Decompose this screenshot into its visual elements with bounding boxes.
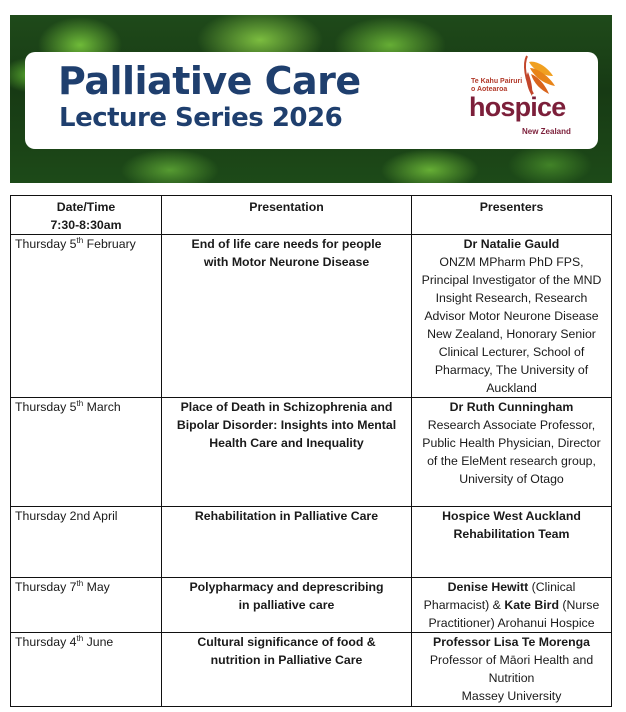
row-date xyxy=(11,578,162,633)
logo-wordmark: hospice xyxy=(469,92,566,122)
header-presenters: Presenters xyxy=(412,196,612,235)
presenter-details: Professor of Māori Health and Nutrition xyxy=(429,653,594,685)
presenter-role: (Clinical Pharmacist) & xyxy=(423,580,576,612)
page-title: Palliative Care xyxy=(58,59,361,103)
header-date-label: Date/Time xyxy=(56,200,116,214)
lecture-schedule-table xyxy=(10,195,612,707)
date-text: Thursday 7 xyxy=(15,580,77,594)
table-row xyxy=(11,507,612,578)
presenter-affiliation: Massey University xyxy=(461,689,562,703)
header-time-label: 7:30-8:30am xyxy=(50,218,122,232)
presenter-name: Kate Bird xyxy=(504,598,559,612)
presenter-role: (Nurse Practitioner) Arohanui Hospice xyxy=(428,598,600,630)
date-ordinal: th xyxy=(76,235,84,245)
row-presenters xyxy=(412,235,612,398)
date-text: Thursday 5 xyxy=(15,237,77,251)
row-presenters xyxy=(412,398,612,507)
date-month: February xyxy=(83,237,136,251)
presenter-name: Dr Ruth Cunningham xyxy=(449,400,574,414)
row-presenters: Hospice West Auckland Rehabilitation Team xyxy=(412,507,612,578)
row-date xyxy=(11,633,162,707)
date-month: June xyxy=(83,635,114,649)
row-presentation: Polypharmacy and deprescribing in palliative care xyxy=(162,578,412,633)
logo-maori-line1: Te Kahu Pairuri xyxy=(471,78,523,85)
row-presentation: End of life care needs for people with Motor Neurone Disease xyxy=(162,235,412,398)
row-date xyxy=(11,398,162,507)
date-month: March xyxy=(83,400,121,414)
page-subtitle: Lecture Series 2026 xyxy=(59,103,343,133)
header-banner xyxy=(10,15,612,183)
row-date xyxy=(11,235,162,398)
presenter-details: ONZM MPharm PhD FPS, Principal Investigator of the MND Insight Research, Research Advisor Motor Neurone Disease New Zealand, Honorary Senior Clinical Lecturer, School of Pharmacy, The University of Auckland xyxy=(421,255,602,395)
header-presentation: Presentation xyxy=(162,196,412,235)
row-presenters xyxy=(412,578,612,633)
row-presentation: Cultural significance of food & nutrition in Palliative Care xyxy=(162,633,412,707)
table-row xyxy=(11,633,612,707)
header-date-time xyxy=(11,196,162,235)
date-ordinal: th xyxy=(76,633,84,643)
presenter-name: Professor Lisa Te Morenga xyxy=(433,635,590,649)
date-ordinal: th xyxy=(76,578,84,588)
logo-country: New Zealand xyxy=(522,127,571,136)
date-text: Thursday 4 xyxy=(15,635,77,649)
presenter-name: Denise Hewitt xyxy=(447,580,529,594)
date-ordinal: th xyxy=(76,398,84,408)
table-row xyxy=(11,578,612,633)
row-date: Thursday 2nd April xyxy=(11,507,162,578)
table-row xyxy=(11,235,612,398)
presenter-name: Dr Natalie Gauld xyxy=(463,237,560,251)
row-presenters xyxy=(412,633,612,707)
presenter-details: Research Associate Professor, Public Health Physician, Director of the EleMent research group, University of Otago xyxy=(422,418,601,486)
row-presentation: Rehabilitation in Palliative Care xyxy=(162,507,412,578)
table-row xyxy=(11,398,612,507)
logo-maori-line2: o Aotearoa xyxy=(471,86,508,93)
date-month: May xyxy=(83,580,110,594)
table-header-row xyxy=(11,196,612,235)
banner-card xyxy=(25,52,598,149)
row-presentation: Place of Death in Schizophrenia and Bipolar Disorder: Insights into Mental Health Care and Inequality xyxy=(162,398,412,507)
hospice-logo xyxy=(457,54,577,144)
date-text: Thursday 5 xyxy=(15,400,77,414)
